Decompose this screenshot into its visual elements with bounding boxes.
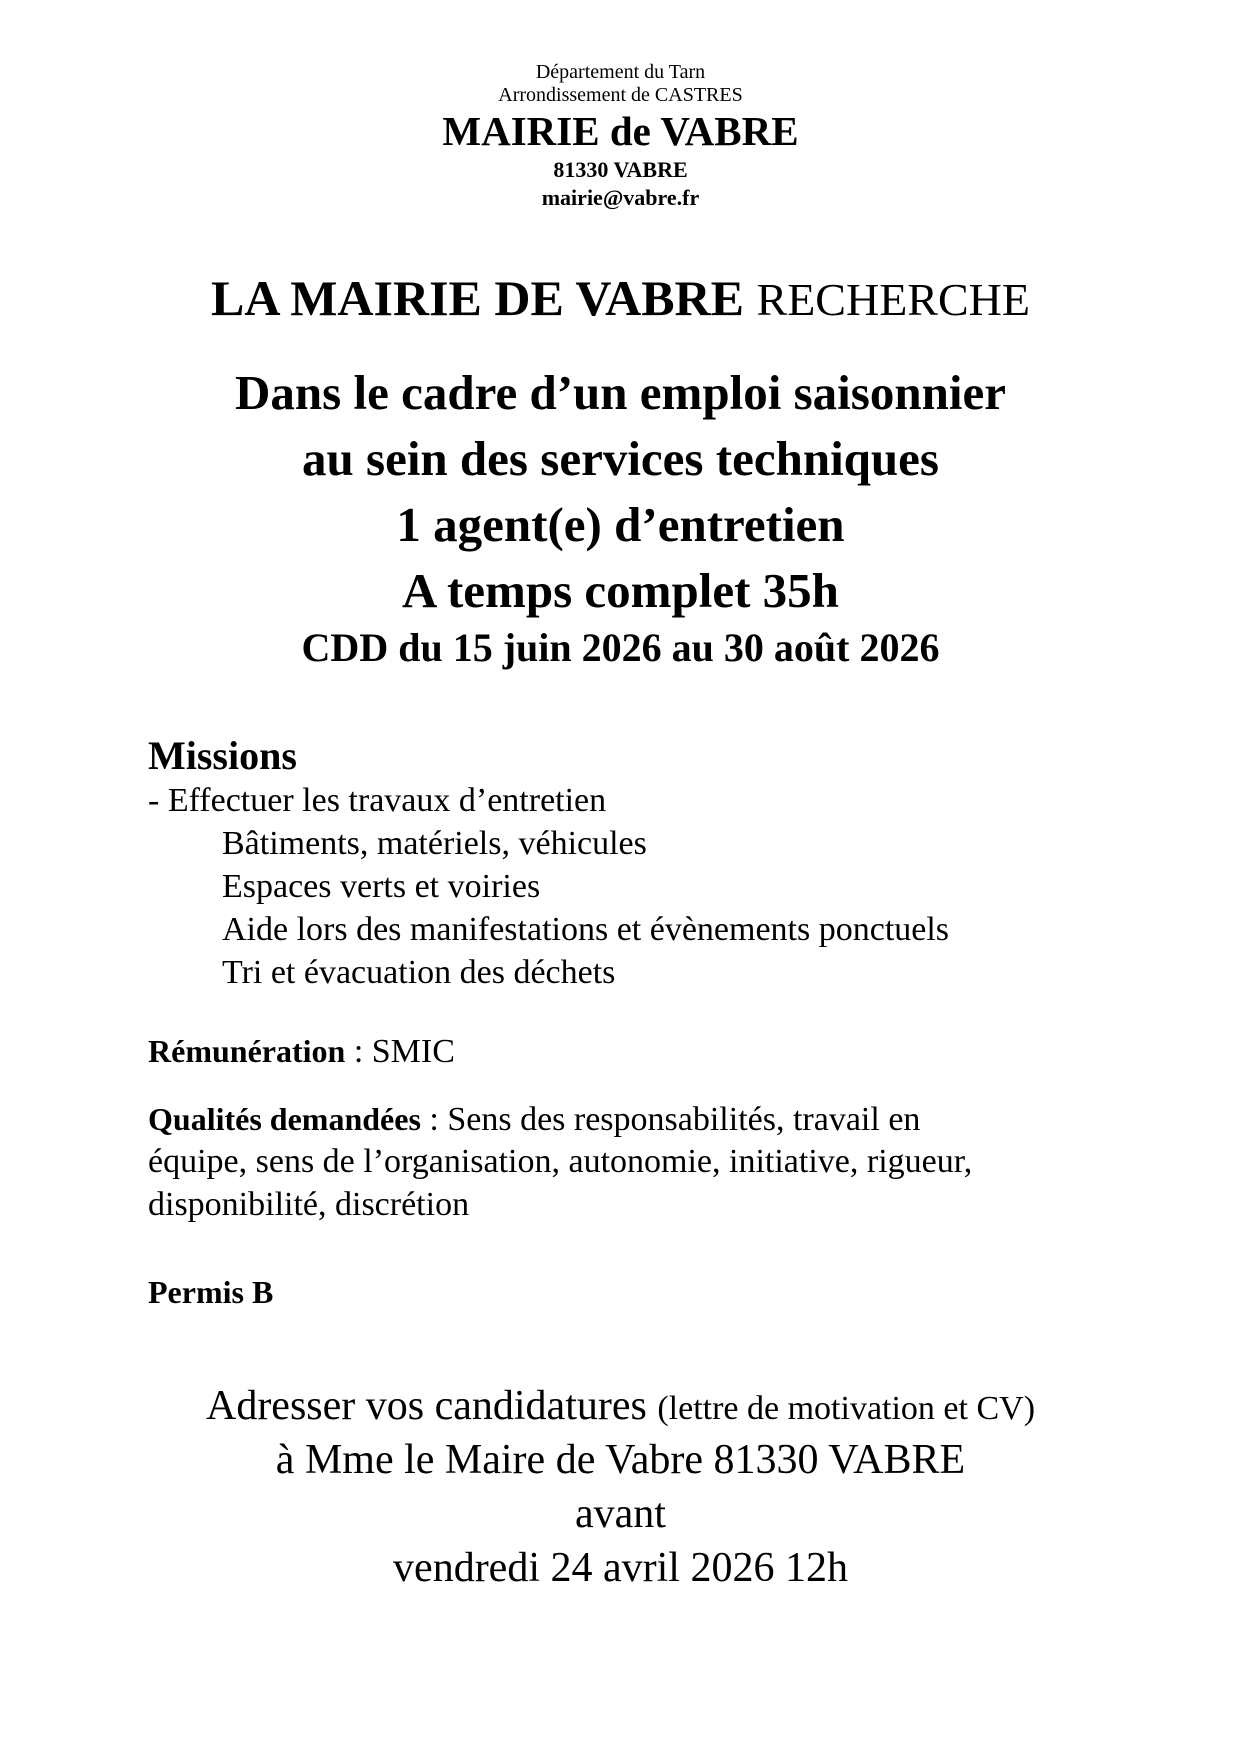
- job-line-service: au sein des services techniques: [302, 431, 939, 486]
- qualities-separator: :: [420, 1101, 448, 1138]
- footer-deadline: vendredi 24 avril 2026 12h: [393, 1545, 848, 1591]
- qualities-text-2: équipe, sens de l’organisation, autonomie, initiative, rigueur,: [148, 1143, 973, 1180]
- qualities-text-1: Sens des responsabilités, travail en: [447, 1101, 921, 1138]
- title-bold-part: LA MAIRIE DE VABRE: [211, 270, 745, 326]
- mission-sub-item: Espaces verts et voiries: [222, 868, 541, 905]
- remuneration-line: [148, 1030, 455, 1073]
- missions-heading: Missions: [148, 733, 297, 778]
- qualities-line: [148, 1098, 920, 1141]
- footer-address: à Mme le Maire de Vabre 81330 VABRE: [275, 1437, 966, 1483]
- header-mairie-name: MAIRIE de VABRE: [442, 108, 799, 154]
- mission-main-item: - Effectuer les travaux d’entretien: [148, 782, 607, 819]
- job-line-position: 1 agent(e) d’entretien: [396, 497, 845, 552]
- job-line-context: Dans le cadre d’un emploi saisonnier: [235, 365, 1006, 420]
- header-email: mairie@vabre.fr: [541, 185, 700, 210]
- mission-sub-item: Bâtiments, matériels, véhicules: [222, 825, 647, 862]
- header-postal-address: 81330 VABRE: [553, 157, 688, 182]
- job-line-contract: CDD du 15 juin 2026 au 30 août 2026: [301, 625, 940, 670]
- title-light-part: RECHERCHE: [756, 274, 1030, 325]
- page-title: [0, 268, 1241, 330]
- remuneration-separator: :: [345, 1033, 372, 1070]
- footer-apply-detail: (lettre de motivation et CV): [657, 1390, 1036, 1427]
- qualities-text-3: disponibilité, discrétion: [148, 1186, 470, 1223]
- mission-sub-item: Aide lors des manifestations et évènements ponctuels: [222, 911, 950, 948]
- header-departement: Département du Tarn: [535, 61, 706, 83]
- footer-before: avant: [575, 1491, 666, 1537]
- mission-sub-item: Tri et évacuation des déchets: [222, 954, 616, 991]
- footer-apply-line: [0, 1380, 1241, 1435]
- job-line-hours: A temps complet 35h: [402, 563, 839, 618]
- header-arrondissement: Arrondissement de CASTRES: [498, 84, 743, 106]
- qualities-label: Qualités demandées: [148, 1101, 421, 1137]
- remuneration-value: SMIC: [371, 1033, 455, 1070]
- footer-apply-main: Adresser vos candidatures: [205, 1383, 647, 1429]
- permis-requirement: Permis B: [148, 1274, 274, 1310]
- remuneration-label: Rémunération: [148, 1033, 346, 1069]
